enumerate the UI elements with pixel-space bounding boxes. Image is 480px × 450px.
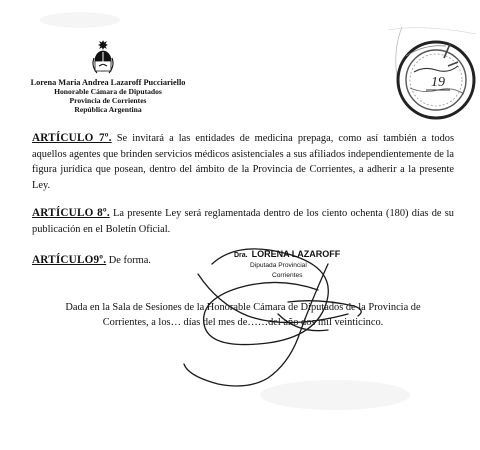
- official-seal-icon: [384, 22, 480, 122]
- article-8: [32, 206, 454, 237]
- letterhead-chamber: Honorable Cámara de Diputados: [54, 87, 162, 96]
- coat-of-arms-icon: [90, 38, 116, 76]
- paper-smudge: [40, 12, 120, 28]
- closing-line-2: Corrientes, a los… días del mes de……del año dos mil veinticinco.: [102, 317, 384, 328]
- article-7-body: Se invitará a las entidades de medicina prepaga, como así también a todos aquellos agentes que brinden servicios médicos asistenciales a sus afiliados independientemente de la figura jurídica que posean, dentro del ámbito de la Provincia de Corrientes, a adherir a la presente Ley.: [32, 133, 454, 191]
- article-7-heading: ARTÍCULO 7º.: [32, 132, 112, 144]
- stamp-title: Diputada Provincial: [250, 262, 307, 269]
- article-8-body: La presente Ley será reglamentada dentro de los ciento ochenta (180) días de su publicación en el Boletín Oficial.: [32, 208, 454, 235]
- stamp-prefix: Dra.: [234, 252, 248, 259]
- seal-number: 19: [431, 75, 445, 90]
- article-7: [32, 131, 454, 193]
- article-9-body: De forma.: [106, 255, 151, 266]
- article-9-heading: ARTÍCULO9º.: [32, 254, 107, 266]
- stamp-province: Corrientes: [272, 272, 303, 279]
- letterhead-country: República Argentina: [74, 105, 142, 114]
- letterhead-province: Provincia de Corrientes: [69, 96, 147, 105]
- letterhead-name: Lorena Maria Andrea Lazaroff Pucciariello: [30, 78, 186, 87]
- stamp-name: LORENA LAZAROFF: [251, 249, 341, 259]
- article-8-heading: ARTÍCULO 8º.: [32, 207, 110, 219]
- closing-line-1: Dada en la Sala de Sesiones de la Honorable Cámara de Diputados de la Provincia de: [65, 302, 421, 313]
- letterhead: [30, 78, 186, 114]
- deputy-stamp: [234, 248, 364, 281]
